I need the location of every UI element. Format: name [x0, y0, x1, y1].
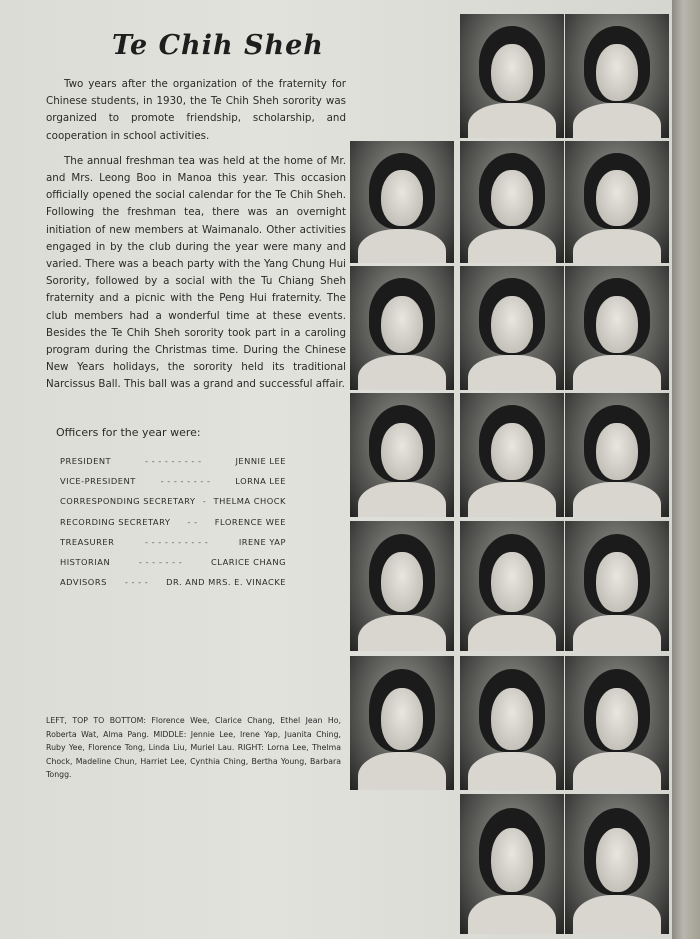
portrait-photo	[565, 141, 669, 263]
leader-dots: - - - - - - - - - -	[145, 536, 209, 547]
officer-row	[60, 517, 286, 537]
portrait-photo	[565, 393, 669, 517]
book-binding-edge	[672, 0, 700, 939]
officer-name: DR. AND MRS. E. VINACKE	[166, 577, 286, 588]
officer-name: IRENE YAP	[238, 536, 286, 547]
portrait-photo	[350, 521, 454, 651]
leader-dots: - - - - - - - - -	[145, 456, 202, 466]
leader-dots: -	[202, 496, 207, 507]
page-title: Te Chih Sheh	[112, 30, 324, 61]
portrait-photo	[460, 141, 564, 263]
portrait-photo	[565, 656, 669, 790]
officer-name: CLARICE CHANG	[210, 556, 286, 567]
portrait-photo	[460, 393, 564, 517]
portrait-photo	[460, 521, 564, 651]
paragraph: Two years after the organization of the fraternity for Chinese students, in 1930, the Te Chih Sheh sorority was organized to promote friendship, scholarship, and cooperation in school activities.	[46, 78, 346, 142]
portrait-photo	[565, 521, 669, 651]
officer-name: JENNIE LEE	[235, 456, 286, 466]
officer-row	[60, 537, 286, 557]
officer-row	[60, 557, 286, 577]
officer-role: HISTORIAN	[60, 556, 111, 567]
leader-dots: - - - - - - - -	[160, 476, 211, 487]
officer-role: ADVISORS	[60, 577, 107, 588]
portrait-photo	[460, 266, 564, 390]
leader-dots: - - - -	[124, 577, 149, 588]
paragraph: The annual freshman tea was held at the home of Mr. and Mrs. Leong Boo in Manoa this year. This occasion officially opened the social calendar for the Te Chih Sheh. Following the freshman tea, there was an overnight initiation of new members at Waimanalo. Other activities engaged in by the club during the year were many and varied. There was a beach party with the Yang Chung Hui Sorority, followed by a social with the Tu Chiang Sheh fraternity and a picnic with the Peng Hui fraternity. The club members had a wonderful time at these events. Besides the Te Chih Sheh sorority took part in a caroling program during the Christmas time. During the Chinese New Years holidays, the sorority held its traditional Narcissus Ball. This ball was a grand and successful affair.	[46, 154, 346, 391]
officer-role: RECORDING SECRETARY	[60, 516, 171, 527]
portrait-photo	[350, 266, 454, 390]
officer-row	[60, 476, 286, 496]
portrait-photo	[565, 14, 669, 138]
officer-role: CORRESPONDING SECRETARY	[60, 496, 196, 507]
leader-dots: - - - - - - -	[138, 556, 183, 567]
officer-row	[60, 496, 286, 516]
portrait-photo	[565, 794, 669, 934]
officer-role: PRESIDENT	[60, 456, 112, 466]
officers-heading: Officers for the year were:	[56, 426, 201, 439]
officer-name: THELMA CHOCK	[213, 496, 286, 507]
portrait-photo	[350, 656, 454, 790]
portrait-photo	[350, 141, 454, 263]
officer-role: VICE-PRESIDENT	[60, 476, 136, 487]
officer-name: LORNA LEE	[235, 476, 286, 487]
officer-name: FLORENCE WEE	[214, 516, 286, 527]
portrait-photo	[460, 794, 564, 934]
portrait-photo	[350, 393, 454, 517]
officer-row	[60, 577, 286, 597]
portrait-photo	[565, 266, 669, 390]
officer-role: TREASURER	[60, 536, 115, 547]
photo-caption: LEFT, TOP TO BOTTOM: Florence Wee, Clarice Chang, Ethel Jean Ho, Roberta Wat, Alma Pang. MIDDLE: Jennie Lee, Irene Yap, Juanita Ching, Ruby Yee, Florence Tong, Linda Liu, Muriel Lau. RIGHT: Lorna Lee, Thelma Chock, Madeline Chun, Harriet Lee, Cynthia Ching, Bertha Young, Barbara Tongg.	[46, 716, 341, 780]
leader-dots: - -	[187, 516, 198, 527]
article-body	[46, 76, 346, 402]
officer-row	[60, 456, 286, 476]
portrait-photo	[460, 14, 564, 138]
portrait-photo	[460, 656, 564, 790]
officers-list	[60, 456, 286, 597]
